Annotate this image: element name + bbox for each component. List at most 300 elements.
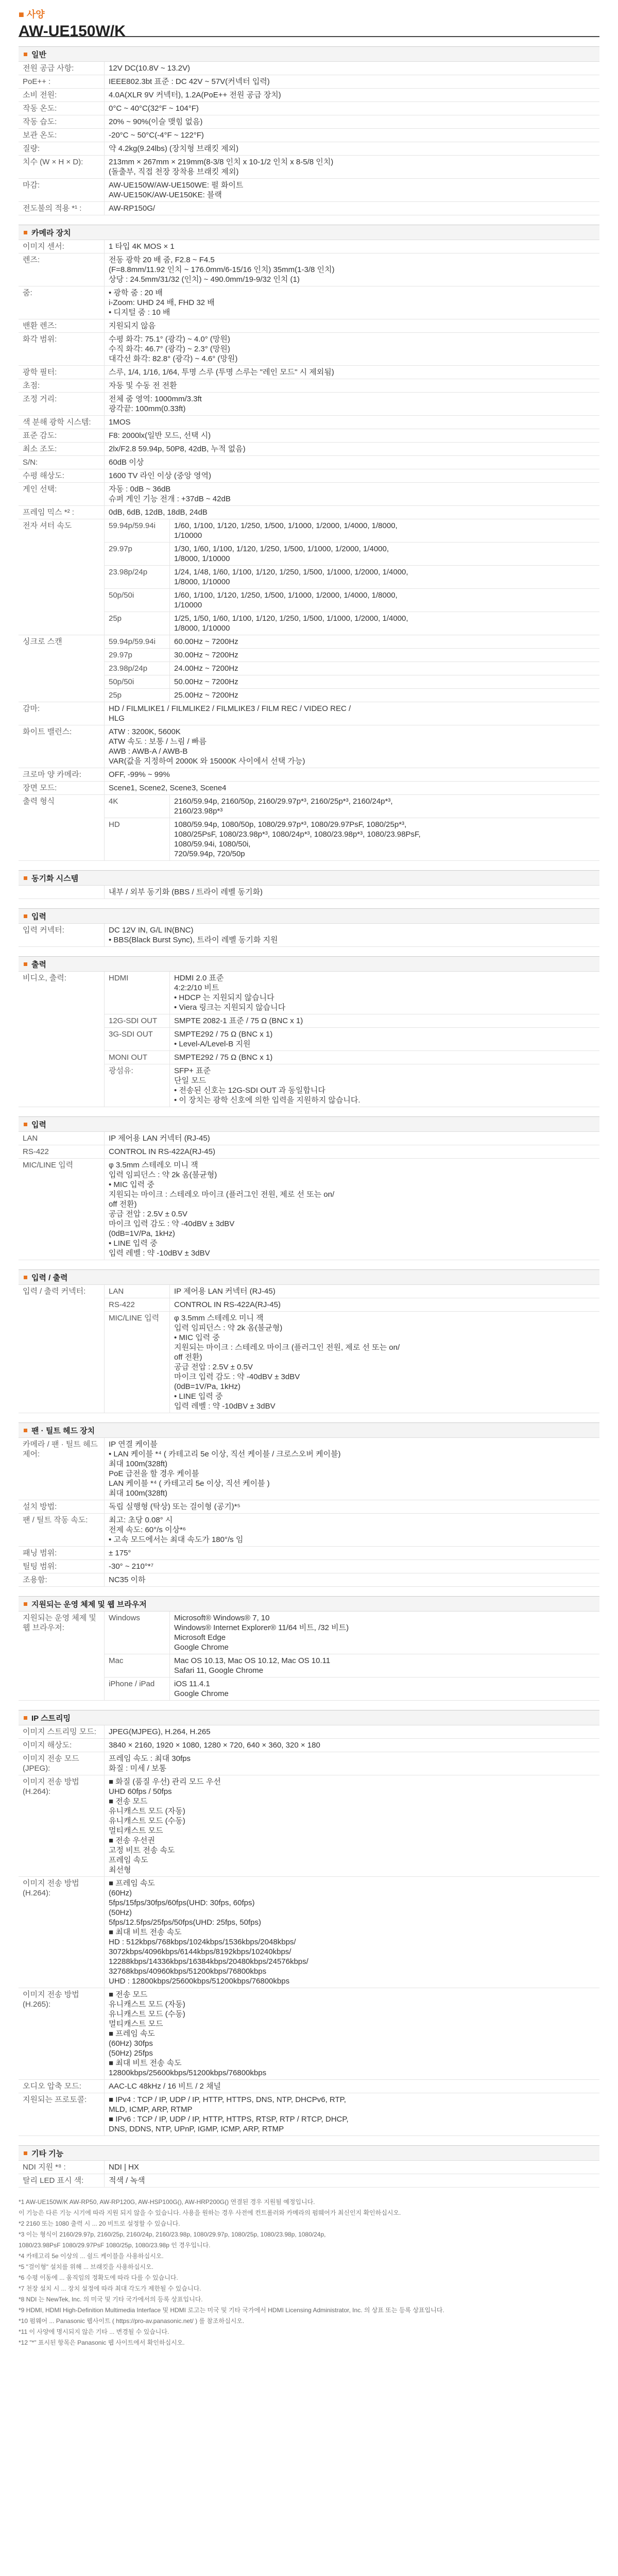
spec-row [19, 156, 599, 179]
spec-section [19, 1116, 599, 1260]
spec-label: 치수 (W × H × D): [19, 156, 105, 179]
spec-row [19, 566, 599, 589]
spec-value: AW-RP150G/ [105, 202, 600, 215]
spec-label: 표준 감도: [19, 429, 105, 443]
footnote: *4 카테고리 5e 이상의 ... 쉴드 케이블을 사용하십시오. [19, 2252, 164, 2260]
spec-row [19, 1988, 599, 2080]
spec-value: SMPTE292 / 75 Ω (BNC x 1) • Level-A/Level-B 지원 [170, 1028, 600, 1051]
spec-row [19, 886, 599, 899]
section-heading [19, 2145, 599, 2161]
spec-value: 2160/59.94p, 2160/50p, 2160/29.97p*³, 2160/25p*³, 2160/24p*³, 2160/23.98p*³ [170, 795, 600, 818]
spec-row [19, 924, 599, 947]
spec-row [19, 1285, 599, 1298]
spec-row [19, 662, 599, 675]
spec-label: 이미지 센서: [19, 240, 105, 253]
spec-value: • 광학 줌 : 20 배 i-Zoom: UHD 24 배, FHD 32 배 • 디지털 줌 : 10 배 [105, 286, 600, 319]
footnote: *6 수평 이동에 ... 움직임의 정확도에 따라 다를 수 있습니다. [19, 2274, 178, 2281]
spec-value: IEEE802.3bt 표준 : DC 42V ~ 57V(커넥터 입력) [105, 75, 600, 89]
spec-row [19, 416, 599, 429]
spec-sub-label: Windows [105, 1612, 170, 1654]
spec-value: SFP+ 표준 단일 모드 • 전송된 신호는 12G-SDI OUT 과 동일합니다 • 이 장치는 광학 신호에 의한 입력을 지원하지 않습니다. [170, 1064, 600, 1107]
spec-label: 보관 온도: [19, 129, 105, 142]
spec-value: 약 4.2kg(9.24lbs) (장치형 브래킷 제외) [105, 142, 600, 156]
spec-value: ■ IPv4 : TCP / IP, UDP / IP, HTTP, HTTPS, DNS, NTP, DHCPv6, RTP, MLD, ICMP, ARP, RTMP ■ IPv6 : TCP / IP, UDP / IP, HTTP, HTTPS, RTSP, RTP / RTCP, DHCP, DNS, DDNS, NTP, UPnP, IGMP, ICMP, ARP, RTMP [105, 2093, 600, 2136]
spec-value: JPEG(MJPEG), H.264, H.265 [105, 1725, 600, 1739]
spec-row [19, 393, 599, 416]
spec-row [19, 1145, 599, 1159]
spec-value: 프레임 속도 : 최대 30fps 화질 : 미세 / 보통 [105, 1752, 600, 1775]
spec-row [19, 319, 599, 333]
spec-label: 수평 해상도: [19, 469, 105, 483]
spec-group-table [19, 519, 599, 635]
spec-row [19, 1654, 599, 1677]
bullet-icon [24, 876, 27, 880]
spec-table [19, 924, 599, 947]
spec-value: AW-UE150W/AW-UE150WE: 펄 화이트 AW-UE150K/AW-UE150KE: 블랙 [105, 179, 600, 202]
spec-group-table [19, 795, 599, 861]
spec-sub-label: 50p/50i [105, 589, 170, 612]
spec-value: 60dB 이상 [105, 456, 600, 469]
spec-row [19, 1500, 599, 1514]
spec-table [19, 1725, 599, 2136]
spec-value: ■ 프레임 속도 (60Hz) 5fps/15fps/30fps/60fps(UHD: 30fps, 60fps) (50Hz) 5fps/12.5fps/25fps/50fps(UHD: 25fps, 50fps) ■ 최대 비트 전송 속도 HD : 512kbps/768kbps/1024kbps/1536kbps/2048kbps/ 3072kbps/4096kbps/6144kbps/8192kbps/10240kbps/ 12288kbps/14336kbps/16384kbps/20480kbps/24576kbps/ 32768kbps/40960kbps/51200kbps/76800kbps UHD : 12800kbps/25600kbps/51200kbps/76800kbps [105, 1877, 600, 1988]
spec-row [19, 543, 599, 566]
spec-row [19, 379, 599, 393]
spec-sub-label: 23.98p/24p [105, 566, 170, 589]
spec-row [19, 202, 599, 215]
section-heading [19, 225, 599, 240]
spec-row [19, 972, 599, 1014]
spec-section [19, 870, 599, 899]
section-title: 동기화 시스템 [31, 874, 79, 883]
spec-section [19, 908, 599, 947]
spec-value: 25.00Hz ~ 7200Hz [170, 689, 600, 702]
spec-value: F8: 2000lx(일반 모드, 선택 시) [105, 429, 600, 443]
spec-value: ■ 전송 모드 유니캐스트 모드 (자동) 유니캐스트 모드 (수동) 멀티캐스트 모드 ■ 프레임 속도 (60Hz) 30fps (50Hz) 25fps ■ 최대 비트 전송 속도 12800kbps/25600kbps/51200kbps/76800kbps [105, 1988, 600, 2080]
page-title: AW-UE150W/K [19, 23, 126, 40]
spec-value: IP 제어용 LAN 커넥터 (RJ-45) [170, 1285, 600, 1298]
footnote: 1080/23.98PsF 1080/29.97PsF 1080/25p, 1080/23.98p 인 경우입니다. [19, 2242, 211, 2249]
spec-value: 전동 광학 20 배 줌, F2.8 ~ F4.5 (F=8.8mm/11.92 인치 ~ 176.0mm/6-15/16 인치) 35mm(1-3/8 인치) 상당 : 24.5mm/31/32 (인치) ~ 490.0mm/19-9/32 인치 (1) [105, 253, 600, 286]
spec-row [19, 2161, 599, 2174]
spec-label: 크로마 양 카메라: [19, 768, 105, 782]
section-title: IP 스트리밍 [31, 1714, 71, 1723]
spec-row [19, 2174, 599, 2188]
spec-row [19, 1547, 599, 1560]
spec-row [19, 1028, 599, 1051]
spec-table [19, 62, 599, 215]
spec-label: 렌즈: [19, 253, 105, 286]
spec-value: -20°C ~ 50°C(-4°F ~ 122°F) [105, 129, 600, 142]
spec-row [19, 1775, 599, 1877]
footnote: *1 AW-UE150W/K AW-RP50, AW-RP120G, AW-HSP100G(), AW-HRP200G() 연결된 경우 지원될 예정입니다. [19, 2198, 315, 2206]
spec-value: IP 연결 케이블 • LAN 케이블 *⁴ ( 카테고리 5e 이상, 직선 케이블 / 크로스오버 케이블) 최대 100m(328ft) PoE 급전을 할 경우 케이블 LAN 케이블 *⁴ ( 카테고리 5e 이상, 직선 케이블 ) 최대 100m(328ft) [105, 1438, 600, 1500]
spec-value: 1/30, 1/60, 1/100, 1/120, 1/250, 1/500, 1/1000, 1/2000, 1/4000, 1/8000, 1/10000 [170, 543, 600, 566]
spec-value: 스루, 1/4, 1/16, 1/64, 투명 스루 (투명 스루는 "레인 모드" 시 제외됨) [105, 366, 600, 379]
spec-row [19, 89, 599, 102]
spec-value: CONTROL IN RS-422A(RJ-45) [105, 1145, 600, 1159]
spec-value: 60.00Hz ~ 7200Hz [170, 635, 600, 649]
bullet-icon [24, 231, 27, 234]
spec-label: 탈리 LED 표시 색: [19, 2174, 105, 2188]
bullet-icon [24, 1429, 27, 1432]
spec-label: 프레임 믹스 *² : [19, 506, 105, 519]
spec-label: 밴환 렌즈: [19, 319, 105, 333]
spec-sub-label: 25p [105, 689, 170, 702]
section-title: 입력 [31, 912, 46, 921]
spec-value: 30.00Hz ~ 7200Hz [170, 649, 600, 662]
spec-value: ■ 화질 (품질 우선) 관리 모드 우선 UHD 60fps / 50fps ■ 전송 모드 유니캐스트 모드 (자동) 유니캐스트 모드 (수동) 멀티캐스트 모드 ■ 전송 우선권 고정 비트 전송 속도 프레임 속도 최선형 [105, 1775, 600, 1877]
spec-value: φ 3.5mm 스테레오 미니 잭 입력 임피던스 : 약 2k 옴(불균형) • MIC 입력 중 지원되는 마이크 : 스테레오 마이크 (플러그인 전원, 제로 선 또는 on/ off 전환) 공급 전압 : 2.5V ± 0.5V 마이크 입력 감도 : 약 -40dBV ± 3dBV (0dB=1V/Pa, 1kHz) • LINE 입력 중 입력 레벨 : 약 -10dBV ± 3dBV [170, 1312, 600, 1413]
bullet-icon [24, 962, 27, 966]
spec-row [19, 286, 599, 319]
spec-label: 게인 선택: [19, 483, 105, 506]
section-heading [19, 1710, 599, 1725]
spec-row [19, 1014, 599, 1028]
spec-sub-label: 광섬유: [105, 1064, 170, 1107]
spec-label: 화이트 밸런스: [19, 725, 105, 768]
spec-value: φ 3.5mm 스테레오 미니 잭 입력 임피던스 : 약 2k 옴(불균형) • MIC 입력 중 지원되는 마이크 : 스테레오 마이크 (플러그인 전원, 제로 선 또는 on/ off 전환) 공급 전압 : 2.5V ± 0.5V 마이크 입력 감도 : 약 -40dBV ± 3dBV (0dB=1V/Pa, 1kHz) • LINE 입력 중 입력 레벨 : 약 -10dBV ± 3dBV [105, 1159, 600, 1260]
spec-table [19, 1132, 599, 1260]
bullet-icon [24, 2151, 27, 2155]
spec-sub-label: 23.98p/24p [105, 662, 170, 675]
spec-table [19, 702, 599, 795]
spec-section [19, 2145, 599, 2188]
spec-label: 장면 모드: [19, 782, 105, 795]
spec-value: 자동 : 0dB ~ 36dB 슈퍼 게인 기능 전개 : +37dB ~ 42dB [105, 483, 600, 506]
spec-row [19, 469, 599, 483]
spec-value: 1600 TV 라인 이상 (중앙 영역) [105, 469, 600, 483]
spec-section [19, 1269, 599, 1413]
spec-table [19, 1438, 599, 1587]
spec-value: ATW : 3200K, 5600K ATW 속도 : 보통 / 느림 / 빠름 AWB : AWB-A / AWB-B VAR(값을 지정하여 2000K 와 15000K 사이에서 선택 가능) [105, 725, 600, 768]
spec-row [19, 1560, 599, 1573]
spec-label: 이미지 전송 방법 (H.265): [19, 1988, 105, 2080]
section-title: 출력 [31, 960, 46, 969]
spec-row [19, 115, 599, 129]
footnote: 이 기능은 다른 기능 시기에 따라 지원 되지 않을 수 있습니다. 사용을 원하는 경우 사전에 컨트롤러와 카메라의 펌웨어가 최신인지 확인하십시오. [19, 2209, 401, 2216]
spec-row [19, 253, 599, 286]
spec-value: 내부 / 외부 동기화 (BBS / 트라이 레벨 동기화) [105, 886, 600, 899]
spec-value: IP 제어용 LAN 커넥터 (RJ-45) [105, 1132, 600, 1145]
spec-group-label: 싱크로 스캔 [19, 635, 105, 702]
bullet-icon [24, 1716, 27, 1720]
spec-value: NC35 이하 [105, 1573, 600, 1587]
spec-value: 1/60, 1/100, 1/120, 1/250, 1/500, 1/1000, 1/2000, 1/4000, 1/8000, 1/10000 [170, 519, 600, 543]
spec-value: 1/25, 1/50, 1/60, 1/100, 1/120, 1/250, 1/500, 1/1000, 1/2000, 1/4000, 1/8000, 1/10000 [170, 612, 600, 635]
section-title: 팬 · 틸트 헤드 장치 [31, 1426, 95, 1435]
spec-value: HDMI 2.0 표준 4:2:2/10 비트 • HDCP 는 지원되지 않습니다 • Viera 링크는 지원되지 않습니다 [170, 972, 600, 1014]
spec-sub-label: MIC/LINE 입력 [105, 1312, 170, 1413]
section-title: 입력 [31, 1120, 46, 1129]
spec-label [19, 886, 105, 899]
spec-row [19, 366, 599, 379]
spec-sub-label: 4K [105, 795, 170, 818]
bullet-icon [24, 1123, 27, 1126]
spec-value: NDI | HX [105, 2161, 600, 2174]
spec-label: 이미지 전송 방법 (H.264): [19, 1877, 105, 1988]
breadcrumb: ■ 사양 [19, 7, 599, 21]
spec-label: 이미지 전송 모드 (JPEG): [19, 1752, 105, 1775]
spec-label: 광학 필터: [19, 366, 105, 379]
bullet-icon [24, 53, 27, 56]
spec-value: 1 타입 4K MOS × 1 [105, 240, 600, 253]
spec-section [19, 225, 599, 861]
spec-label: 마감: [19, 179, 105, 202]
spec-label: 팬 / 틸트 작동 속도: [19, 1514, 105, 1547]
spec-value: 20% ~ 90%(이슬 맺힘 없음) [105, 115, 600, 129]
spec-label: MIC/LINE 입력 [19, 1159, 105, 1260]
spec-section [19, 1710, 599, 2136]
spec-sub-label: 50p/50i [105, 675, 170, 689]
spec-sub-label: HD [105, 818, 170, 861]
spec-label: 감마: [19, 702, 105, 725]
spec-row [19, 2093, 599, 2136]
spec-sub-label: 59.94p/59.94i [105, 519, 170, 543]
spec-row [19, 1877, 599, 1988]
spec-row [19, 142, 599, 156]
spec-row [19, 75, 599, 89]
spec-row [19, 62, 599, 75]
spec-group-table [19, 972, 599, 1107]
spec-row [19, 506, 599, 519]
spec-group-label: 출력 형식 [19, 795, 105, 861]
spec-row [19, 2080, 599, 2093]
spec-row [19, 1752, 599, 1775]
spec-sub-label: LAN [105, 1285, 170, 1298]
spec-sub-label: HDMI [105, 972, 170, 1014]
footnote: *8 NDI 는 NewTek, Inc. 의 미국 및 기타 국가에서의 등록 상표입니다. [19, 2296, 203, 2303]
bullet-icon [24, 1276, 27, 1279]
spec-value: 1/24, 1/48, 1/60, 1/100, 1/120, 1/250, 1/500, 1/1000, 1/2000, 1/4000, 1/8000, 1/10000 [170, 566, 600, 589]
spec-value: Scene1, Scene2, Scene3, Scene4 [105, 782, 600, 795]
spec-row [19, 1438, 599, 1500]
spec-row [19, 429, 599, 443]
spec-group-table [19, 1285, 599, 1413]
spec-label: 질량: [19, 142, 105, 156]
section-heading [19, 46, 599, 62]
spec-value: 1080/59.94p, 1080/50p, 1080/29.97p*³, 1080/29.97PsF, 1080/25p*³, 1080/25PsF, 1080/23.98p*³, 1080/24p*³, 1080/23.98p*³, 1080/23.98PsF, 1080/59.94i, 1080/50i, 720/59.94p, 720/50p [170, 818, 600, 861]
spec-row [19, 589, 599, 612]
section-heading [19, 956, 599, 972]
spec-group-label: 입력 / 출력 커넥터: [19, 1285, 105, 1413]
spec-row [19, 1159, 599, 1260]
spec-label: 최소 조도: [19, 443, 105, 456]
spec-value: 50.00Hz ~ 7200Hz [170, 675, 600, 689]
spec-row [19, 818, 599, 861]
spec-group-label: 전자 셔터 속도 [19, 519, 105, 635]
spec-row [19, 1514, 599, 1547]
footnote: *7 천장 설치 시 ... 장치 설정에 따라 최대 각도가 제한될 수 있습니다. [19, 2285, 201, 2292]
spec-row [19, 1739, 599, 1752]
spec-label: 소비 전원: [19, 89, 105, 102]
spec-value: Microsoft® Windows® 7, 10 Windows® Internet Explorer® 11/64 비트, /32 비트) Microsoft Edge Google Chrome [170, 1612, 600, 1654]
footnote: *2 2160 또는 1080 출력 시 ... 20 비트로 설정할 수 있습니다. [19, 2220, 180, 2227]
spec-value: CONTROL IN RS-422A(RJ-45) [170, 1298, 600, 1312]
spec-row [19, 179, 599, 202]
spec-label: 전원 공급 사항: [19, 62, 105, 75]
spec-row [19, 1677, 599, 1701]
spec-sub-label: iPhone / iPad [105, 1677, 170, 1701]
section-heading [19, 1422, 599, 1438]
spec-label: 색 분해 광학 시스템: [19, 416, 105, 429]
spec-label: 설치 방법: [19, 1500, 105, 1514]
spec-label: 조용함: [19, 1573, 105, 1587]
spec-label: 지원되는 프로토콜: [19, 2093, 105, 2136]
spec-row [19, 129, 599, 142]
spec-label: 초점: [19, 379, 105, 393]
spec-content [0, 46, 618, 2348]
spec-value: 2lx/F2.8 59.94p, 50P8, 42dB, 누적 없음) [105, 443, 600, 456]
spec-row [19, 635, 599, 649]
spec-value: ± 175° [105, 1547, 600, 1560]
bullet-icon [24, 914, 27, 918]
spec-value: 최고: 초당 0.08° 시 전제 속도: 60°/s 이상*⁶ • 고속 모드에서는 최대 속도가 180°/s 임 [105, 1514, 600, 1547]
spec-value: 1MOS [105, 416, 600, 429]
spec-value: 지원되지 않음 [105, 319, 600, 333]
spec-row [19, 768, 599, 782]
spec-sub-label: 59.94p/59.94i [105, 635, 170, 649]
spec-table [19, 886, 599, 899]
spec-row [19, 1725, 599, 1739]
footnote: *9 HDMI, HDMI High-Definition Multimedia Interface 및 HDMI 로고는 미국 및 기타 국가에서 HDMI Licensing Administrator, Inc. 의 상표 또는 등록 상표입니다. [19, 2307, 444, 2314]
section-heading [19, 870, 599, 886]
spec-label: RS-422 [19, 1145, 105, 1159]
spec-row [19, 1612, 599, 1654]
spec-value: 0°C ~ 40°C(32°F ~ 104°F) [105, 102, 600, 115]
footnote: *5 "걸이형" 설치를 위해 ... 브래킷을 사용하십시오. [19, 2263, 153, 2270]
spec-row [19, 1298, 599, 1312]
spec-label: 카메라 / 팬 · 틸트 헤드 제어: [19, 1438, 105, 1500]
spec-row [19, 333, 599, 366]
spec-row [19, 1064, 599, 1107]
spec-sub-label: Mac [105, 1654, 170, 1677]
footnote: *12 "*" 표시된 항목은 Panasonic 웹 사이트에서 확인하십시오. [19, 2339, 185, 2346]
spec-value: Mac OS 10.13, Mac OS 10.12, Mac OS 10.11 Safari 11, Google Chrome [170, 1654, 600, 1677]
spec-group-label: 지원되는 운영 체제 및 웹 브라우저: [19, 1612, 105, 1701]
spec-sub-label: 29.97p [105, 649, 170, 662]
bullet-icon [24, 1602, 27, 1606]
spec-value: 213mm × 267mm × 219mm(8-3/8 인치 x 10-1/2 인치 x 8-5/8 인치) (돌출부, 직접 천장 장착용 브래킷 제외) [105, 156, 600, 179]
spec-row [19, 102, 599, 115]
spec-value: 4.0A(XLR 9V 커넥터), 1.2A(PoE++ 전원 공급 장치) [105, 89, 600, 102]
spec-value: 0dB, 6dB, 12dB, 18dB, 24dB [105, 506, 600, 519]
footnote: *10 펌웨어 ... Panasonic 웹사이트 ( https://pro-av.panasonic.net/ ) 를 참조하십시오. [19, 2317, 245, 2325]
spec-value: 1/60, 1/100, 1/120, 1/250, 1/500, 1/1000, 1/2000, 1/4000, 1/8000, 1/10000 [170, 589, 600, 612]
footnotes [19, 2197, 599, 2348]
spec-row [19, 725, 599, 768]
spec-row [19, 519, 599, 543]
spec-row [19, 649, 599, 662]
spec-value: 3840 × 2160, 1920 × 1080, 1280 × 720, 640 × 360, 320 × 180 [105, 1739, 600, 1752]
page-header [0, 0, 618, 40]
spec-value: HD / FILMLIKE1 / FILMLIKE2 / FILMLIKE3 / FILM REC / VIDEO REC / HLG [105, 702, 600, 725]
spec-row [19, 456, 599, 469]
spec-sub-label: RS-422 [105, 1298, 170, 1312]
spec-sub-label: 29.97p [105, 543, 170, 566]
spec-label: 작동 온도: [19, 102, 105, 115]
spec-label: NDI 지원 *⁸ : [19, 2161, 105, 2174]
spec-table [19, 240, 599, 519]
spec-sub-label: 12G-SDI OUT [105, 1014, 170, 1028]
spec-sub-label: 25p [105, 612, 170, 635]
section-title: 입력 / 출력 [31, 1273, 68, 1282]
spec-label: 입력 커넥터: [19, 924, 105, 947]
spec-label: S/N: [19, 456, 105, 469]
footnote: *11 이 사양에 명시되지 않은 기타 ... 변경될 수 있습니다. [19, 2328, 169, 2335]
spec-group-table [19, 635, 599, 702]
section-title: 카메라 장치 [31, 228, 71, 238]
spec-value: 독립 실행형 (탁상) 또는 걸이형 (공기)*⁵ [105, 1500, 600, 1514]
spec-section [19, 1422, 599, 1587]
spec-group-label: 비디오, 출력: [19, 972, 105, 1107]
spec-row [19, 675, 599, 689]
spec-value: 12V DC(10.8V ~ 13.2V) [105, 62, 600, 75]
spec-row [19, 1573, 599, 1587]
spec-label: 이미지 해상도: [19, 1739, 105, 1752]
spec-row [19, 1132, 599, 1145]
spec-label: 오디오 압축 모드: [19, 2080, 105, 2093]
spec-value: iOS 11.4.1 Google Chrome [170, 1677, 600, 1701]
section-heading [19, 1269, 599, 1285]
spec-value: OFF, -99% ~ 99% [105, 768, 600, 782]
spec-row [19, 612, 599, 635]
spec-label: 패닝 범위: [19, 1547, 105, 1560]
spec-section [19, 46, 599, 215]
section-title: 일반 [31, 50, 46, 59]
section-title: 지원되는 운영 체제 및 웹 브라우저 [31, 1600, 147, 1609]
spec-label: PoE++ : [19, 75, 105, 89]
spec-section [19, 1596, 599, 1701]
spec-section [19, 956, 599, 1107]
spec-value: AAC-LC 48kHz / 16 비트 / 2 채널 [105, 2080, 600, 2093]
spec-value: SMPTE292 / 75 Ω (BNC x 1) [170, 1051, 600, 1064]
spec-row [19, 1312, 599, 1413]
spec-value: 적색 / 녹색 [105, 2174, 600, 2188]
section-heading [19, 908, 599, 924]
footnote: *3 이는 형식이 2160/29.97p, 2160/25p, 2160/24p, 2160/23.98p, 1080/29.97p, 1080/25p, 1080/23.98p, 1080/24p, [19, 2231, 326, 2238]
spec-label: 이미지 스트리밍 모드: [19, 1725, 105, 1739]
spec-value: -30° ~ 210°*⁷ [105, 1560, 600, 1573]
spec-label: 틸팅 범위: [19, 1560, 105, 1573]
spec-value: 자동 및 수동 전 전환 [105, 379, 600, 393]
section-heading [19, 1596, 599, 1612]
spec-row [19, 443, 599, 456]
spec-row [19, 483, 599, 506]
spec-sub-label: 3G-SDI OUT [105, 1028, 170, 1051]
spec-label: 작동 습도: [19, 115, 105, 129]
spec-value: DC 12V IN, G/L IN(BNC) • BBS(Black Burst Sync), 트라이 레벨 동기화 지원 [105, 924, 600, 947]
spec-label: 조정 거리: [19, 393, 105, 416]
spec-label: 줌: [19, 286, 105, 319]
spec-row [19, 240, 599, 253]
spec-label: 화각 범위: [19, 333, 105, 366]
spec-value: 전체 줌 영역: 1000mm/3.3ft 광각끝: 100mm(0.33ft) [105, 393, 600, 416]
spec-sub-label: MONI OUT [105, 1051, 170, 1064]
spec-value: 24.00Hz ~ 7200Hz [170, 662, 600, 675]
spec-value: SMPTE 2082-1 표준 / 75 Ω (BNC x 1) [170, 1014, 600, 1028]
spec-row [19, 689, 599, 702]
spec-label: 전도불의 적용 *¹ : [19, 202, 105, 215]
spec-label: LAN [19, 1132, 105, 1145]
spec-value: 수평 화각: 75.1° (광각) ~ 4.0° (망원) 수직 화각: 46.7° (광각) ~ 2.3° (망원) 대각선 화각: 82.8° (광각) ~ 4.6° (망원) [105, 333, 600, 366]
spec-row [19, 1051, 599, 1064]
spec-label: 이미지 전송 방법 (H.264): [19, 1775, 105, 1877]
spec-row [19, 782, 599, 795]
spec-table [19, 2161, 599, 2188]
spec-group-table [19, 1612, 599, 1701]
spec-row [19, 702, 599, 725]
